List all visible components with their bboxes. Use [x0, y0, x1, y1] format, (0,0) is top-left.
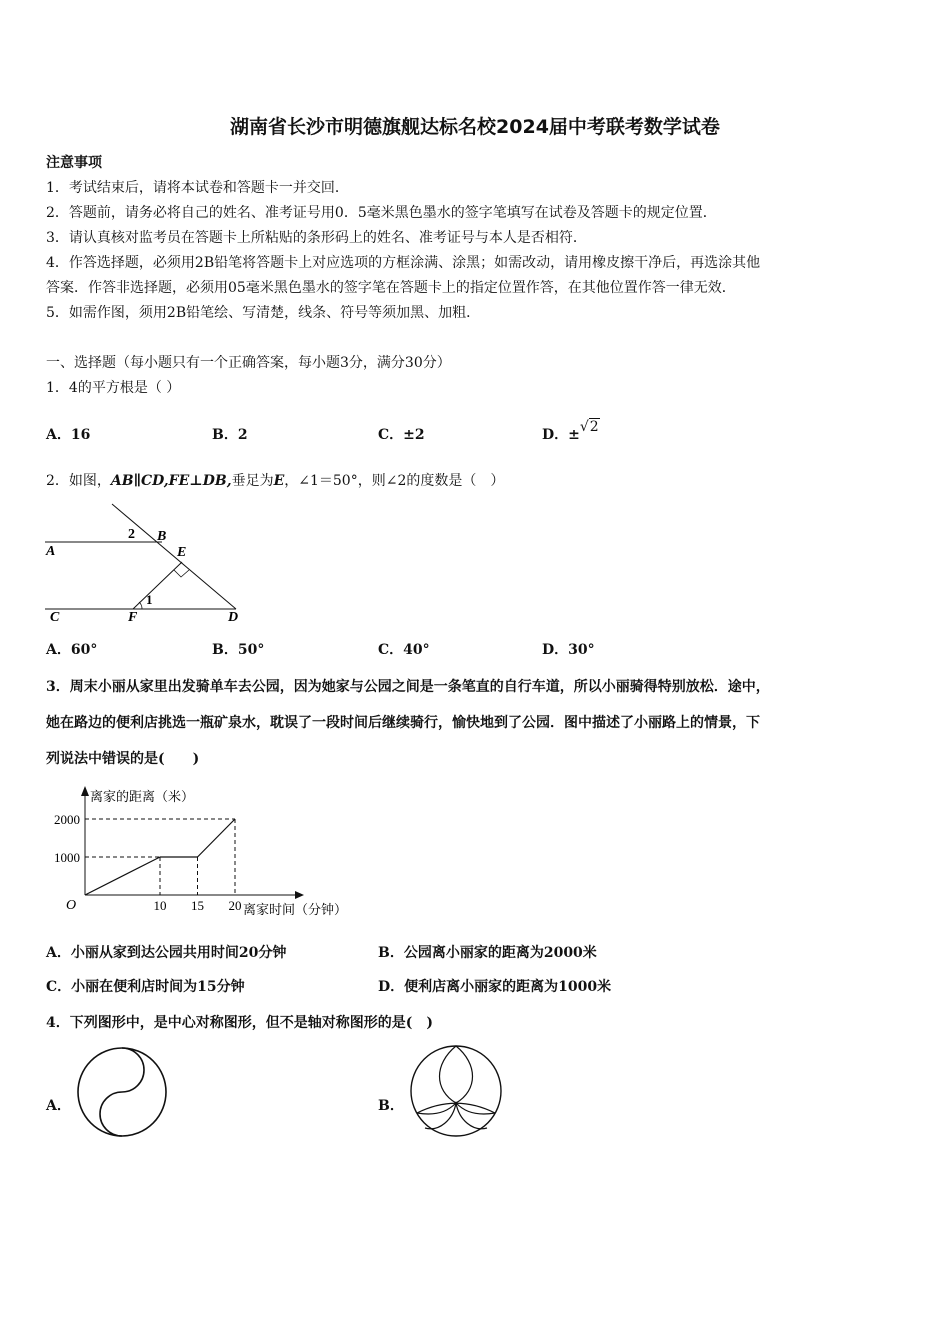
label-angle-2: 2	[128, 527, 135, 542]
q2-text-1: 垂足为	[231, 473, 274, 489]
y-axis-label: 离家的距离（米）	[90, 790, 195, 805]
q3-option-c: C．小丽在便利店时间为15分钟	[46, 979, 245, 995]
section-heading: 一、选择题（每小题只有一个正确答案，每小题3分，满分30分）	[46, 355, 451, 371]
petal-right	[456, 1103, 495, 1129]
sqrt-radicand: 2	[589, 419, 599, 435]
note-item: 1．考试结束后，请将本试卷和答题卡一并交回．	[46, 180, 349, 196]
q2-option-b: B．50°	[212, 642, 265, 658]
label-d: D	[228, 610, 239, 625]
yin-yang-figure	[72, 1044, 172, 1140]
x-axis-arrow-icon	[295, 891, 304, 899]
question-3-line-2: 她在路边的便利店挑选一瓶矿泉水，耽误了一段时间后继续骑行，愉快地到了公园．图中描述了小丽路上的情景，下	[46, 715, 760, 731]
q1-option-c: C．±2	[378, 427, 425, 443]
label-e: E	[177, 545, 187, 560]
question-1-stem: 1．4的平方根是（ ）	[46, 380, 181, 396]
q3-option-b: B．公园离小丽家的距离为2000米	[378, 945, 597, 961]
y-tick-label: 1000	[54, 850, 80, 865]
q1-option-b: B．2	[212, 427, 248, 443]
note-item: 3．请认真核对监考员在答题卡上所粘贴的条形码上的姓名、准考证号与本人是否相符．	[46, 230, 587, 246]
petal-left	[417, 1103, 456, 1129]
notes-heading: 注意事项	[46, 155, 102, 171]
q2-option-c: C．40°	[378, 642, 430, 658]
x-tick-label: 20	[228, 898, 242, 913]
three-petal-figure	[403, 1040, 509, 1142]
line-db	[112, 504, 236, 609]
question-3-line-1: 3．周末小丽从家里出发骑单车去公园，因为她家与公园之间是一条笔直的自行车道，所以小丽骑得特别放松．途中，	[46, 679, 770, 695]
page-title: 湖南省长沙市明德旗舰达标名校2024届中考联考数学试卷	[230, 116, 720, 138]
q3-option-a: A．小丽从家到达公园共用时间20分钟	[46, 945, 287, 961]
y-tick-label: 2000	[54, 812, 80, 827]
note-item: 4．作答选择题，必须用2B铅笔将答题卡上对应选项的方框涂满、涂黑；如需改动，请用橡皮擦干净后，再选涂其他	[46, 255, 761, 271]
question-4-stem: 4．下列图形中，是中心对称图形，但不是轴对称图形的是( )	[46, 1015, 433, 1031]
q1-option-d-prefix: D．±	[542, 427, 580, 443]
q2-option-d: D．30°	[542, 642, 595, 658]
q2-text-2: ，∠1＝50°，则∠2的度数是（ ）	[284, 473, 505, 489]
question-3-line-3: 列说法中错误的是( )	[46, 751, 200, 767]
q2-math-1: AB∥CD,FE⊥DB,	[110, 473, 232, 489]
geometry-figure	[40, 498, 250, 630]
label-a: A	[46, 544, 56, 559]
series-segment	[85, 857, 160, 895]
question-2-stem	[46, 470, 504, 490]
q2-math-2: E	[273, 473, 285, 489]
q4-option-a: A．	[46, 1098, 71, 1114]
outer-circle	[411, 1046, 501, 1136]
s-curve	[100, 1048, 144, 1136]
q2-option-a: A．60°	[46, 642, 98, 658]
q4-option-b: B．	[378, 1098, 404, 1114]
q2-number: 2．如图，	[46, 473, 111, 489]
q3-option-d: D．便利店离小丽家的距离为1000米	[378, 979, 612, 995]
distance-time-chart	[40, 782, 390, 924]
series-segment	[198, 819, 236, 857]
note-item: 答案．作答非选择题，必须用05毫米黑色墨水的签字笔在答题卡上的指定位置作答，在其他位置作答一律无效．	[46, 280, 736, 296]
y-axis-arrow-icon	[81, 786, 89, 796]
q1-option-d	[542, 419, 600, 444]
sqrt-icon: √2	[579, 419, 599, 435]
label-b: B	[157, 529, 167, 544]
note-item: 2．答题前，请务必将自己的姓名、准考证号用0．5毫米黑色墨水的签字笔填写在试卷及答题卡的规定位置．	[46, 205, 717, 221]
line-fe	[133, 562, 182, 609]
x-tick-label: 10	[153, 898, 167, 913]
x-axis-label: 离家时间（分钟）	[243, 903, 348, 918]
note-item: 5．如需作图，须用2B铅笔绘、写清楚，线条、符号等须加黑、加粗．	[46, 305, 481, 321]
label-c: C	[50, 610, 60, 625]
x-tick-label: 15	[191, 898, 204, 913]
origin-label: O	[66, 898, 77, 913]
label-f: F	[128, 610, 138, 625]
petal-top	[440, 1046, 473, 1103]
q1-option-a: A．16	[46, 427, 91, 443]
right-angle-mark	[174, 570, 189, 577]
label-angle-1: 1	[146, 592, 153, 607]
